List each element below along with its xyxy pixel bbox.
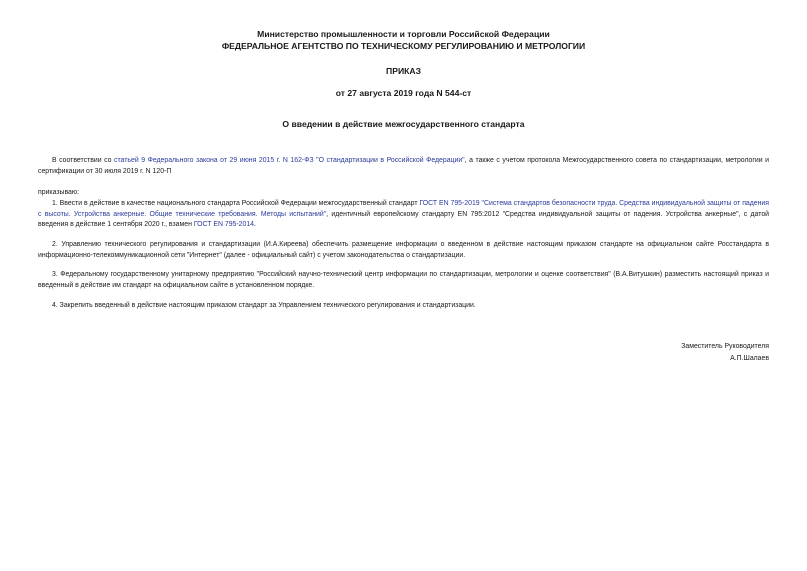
- order-item-4: 4. Закрепить введенный в действие настоящим приказом стандарт за Управлением технического регулирования и стандартизации.: [52, 302, 476, 309]
- order-item-3: 3. Федеральному государственному унитарному предприятию "Российский научно-технический центр информации по стандартизации, метрологии и оценке соответствия" (В.А.Витушкин) разместить настоящий приказ и введенный в действие им стандарт на официальном сайте в установленном порядке.: [38, 271, 769, 289]
- document-title: О введении в действие межгосударственного стандарта: [282, 119, 525, 129]
- order-item-1: [38, 199, 769, 231]
- document-type: ПРИКАЗ: [386, 66, 421, 76]
- replaced-standard-link[interactable]: ГОСТ EN 795-2014: [193, 221, 254, 228]
- agency-heading: ФЕДЕРАЛЬНОЕ АГЕНТСТВО ПО ТЕХНИЧЕСКОМУ РЕГУЛИРОВАНИЮ И МЕТРОЛОГИИ: [221, 41, 586, 51]
- item1-text-end: .: [254, 221, 256, 228]
- law-article-link[interactable]: статьей 9 Федерального закона от 29 июня 2015 г. N 162-ФЗ "О стандартизации в Российской Федерации": [114, 157, 465, 164]
- item1-text-before: 1. Ввести в действие в качестве национального стандарта Российской Федерации межгосударственный стандарт: [52, 200, 420, 207]
- preamble-paragraph: [38, 156, 769, 177]
- order-item-2: 2. Управлению технического регулирования и стандартизации (И.А.Киреева) обеспечить размещение информации о введенном в действие настоящим приказом стандарте на официальном сайте Росстандарта в информационно-телекоммуникационной сети "Интернет" (далее - официальный сайт) с учетом законодательства о стандартизации.: [38, 241, 769, 259]
- preamble-text-after: , а также с учетом протокола Межгосударственного совета по стандартизации, метрологии и сертификации от 30 июля 2019 г. N 120-П: [38, 157, 769, 175]
- preamble-text-before: В соответствии со: [52, 157, 115, 164]
- date-and-number: от 27 августа 2019 года N 544-ст: [335, 88, 472, 98]
- signatory-position: Заместитель Руководителя: [681, 343, 769, 350]
- signatory-name: А.П.Шалаев: [730, 355, 769, 362]
- ministry-heading: Министерство промышленности и торговли Российской Федерации: [257, 29, 550, 39]
- standard-link[interactable]: ГОСТ EN 795-2019 "Система стандартов безопасности труда. Средства индивидуальной защиты от падения с высоты. Устройства анкерные. Общие технические требования. Методы испытаний": [38, 200, 769, 218]
- item1-text-middle: , идентичный европейскому стандарту EN 795:2012 "Средства индивидуальной защиты от падения. Устройства анкерные", с датой введения в действие 1 сентября 2020 г., взамен: [38, 210, 769, 228]
- ordered-label: приказываю:: [38, 189, 79, 196]
